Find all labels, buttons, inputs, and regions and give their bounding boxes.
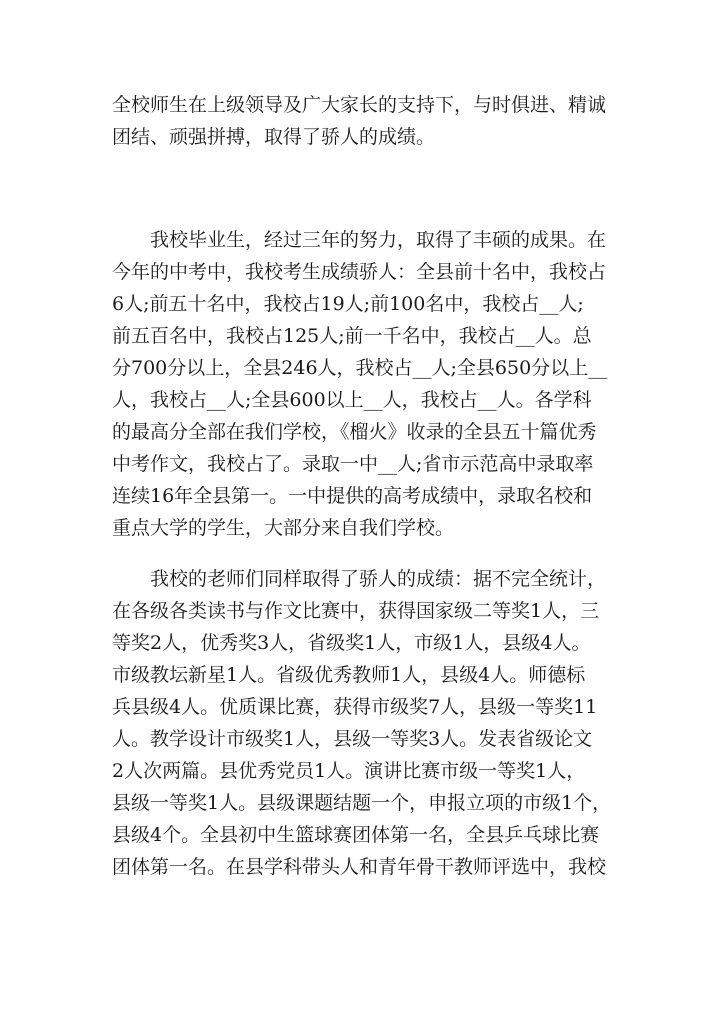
text-line: 6人;前五十名中，我校占19人;前100名中，我校占__人;: [112, 293, 584, 315]
text-line: 2人次两篇。县优秀党员1人。演讲比赛市级一等奖1人，: [112, 760, 586, 782]
text-line: 县级4个。全县初中生篮球赛团体第一名，全县乒乓球比赛: [112, 824, 600, 846]
text-line: 全校师生在上级领导及广大家长的支持下，与时俱进、精诚: [112, 94, 607, 116]
text-line: 连续16年全县第一。一中提供的高考成绩中，录取名校和: [112, 485, 593, 507]
text-line: 县级一等奖1人。县级课题结题一个，申报立项的市级1个，: [112, 792, 612, 814]
text-line: 兵县级4人。优质课比赛，获得市级奖7人，县级一等奖11: [112, 696, 598, 718]
text-line: 人，我校占__人;全县600以上__人，我校占__人。各学科: [112, 389, 592, 411]
text-line: 我校毕业生，经过三年的努力，取得了丰硕的成果。在: [112, 229, 607, 251]
paragraph-2: [112, 224, 612, 544]
text-line: 重点大学的学生，大部分来自我们学校。: [112, 517, 455, 539]
text-line: 前五百名中，我校占125人;前一千名中，我校占__人。总: [112, 325, 592, 347]
text-line: 分700分以上，全县246人，我校占__人;全县650分以上__: [112, 357, 608, 379]
text-line: 的最高分全部在我们学校，《榴火》收录的全县五十篇优秀: [112, 421, 597, 443]
paragraph-1: [112, 89, 612, 153]
text-line: 团体第一名。在县学科带头人和青年骨干教师评选中，我校: [112, 856, 607, 878]
text-line: 人。教学设计市级奖1人，县级一等奖3人。发表省级论文: [112, 728, 593, 750]
text-line: 在各级各类读书与作文比赛中，获得国家级二等奖1人，三: [112, 600, 600, 622]
text-line: 等奖2人，优秀奖3人，省级奖1人，市级1人，县级4人。: [112, 632, 591, 654]
text-line: 团结、顽强拼搏，取得了骄人的成绩。: [112, 126, 436, 148]
text-line: 我校的老师们同样取得了骄人的成绩：据不完全统计，: [112, 568, 607, 590]
text-line: 市级教坛新星1人。省级优秀教师1人，县级4人。师德标: [112, 664, 586, 686]
text-line: 今年的中考中，我校考生成绩骄人：全县前十名中，我校占: [112, 261, 607, 283]
paragraph-3: [112, 563, 612, 883]
text-line: 中考作文，我校占了。录取一中__人;省市示范高中录取率: [112, 453, 594, 475]
